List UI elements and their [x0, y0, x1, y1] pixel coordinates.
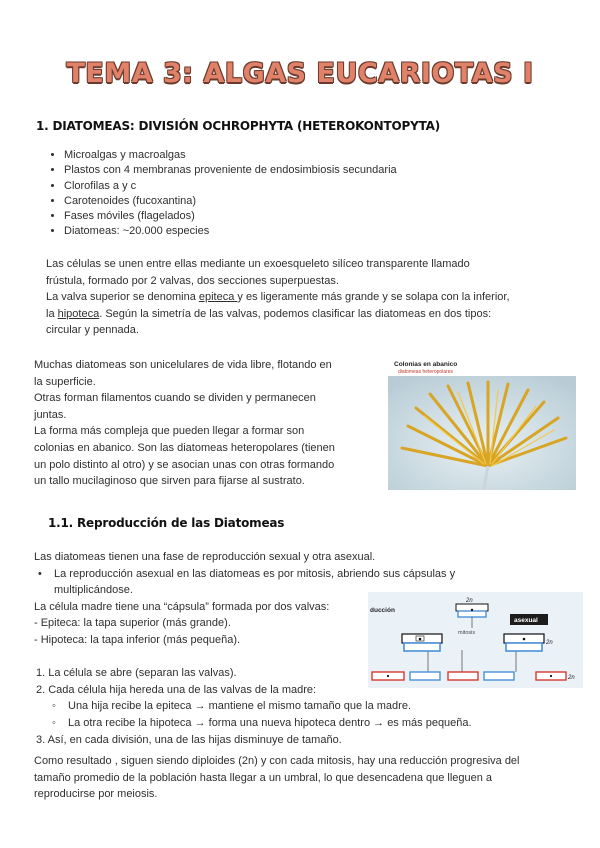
text-line: La célula madre tiene una “cápsula” formada por dos valvas: [34, 600, 330, 613]
list-item: • Carotenoides (fucoxantina) [64, 194, 397, 209]
list-item [34, 566, 594, 583]
features-list [48, 148, 397, 240]
text-span: La valva superior se denomina [46, 291, 199, 304]
text-line: Las células se unen entre ellas mediante un exoesqueleto silíceo transparente llamado [46, 258, 470, 270]
text-span: la [46, 307, 58, 320]
list-item [34, 698, 594, 715]
bullet-dot: • [38, 567, 42, 580]
text-span: Una hija recibe la epiteca → mantiene el mismo tamaño que la madre. [68, 700, 412, 713]
text-line: frústula, formado por 2 valvas, dos secciones superpuestas. [46, 274, 339, 287]
text-line: - Epiteca: la tapa superior (más grande). [34, 617, 231, 630]
text-line: La forma más compleja que pueden llegar a formar son [34, 425, 305, 438]
daughter-cell-right [504, 634, 544, 651]
text-line: Otras forman filamentos cuando se dividen y permanecen [34, 392, 316, 405]
granddaughter-cells [372, 672, 566, 680]
text-line: circular y pennada. [46, 324, 139, 337]
label-2n-top: 2n [466, 598, 473, 604]
conclusion-paragraph [34, 753, 574, 803]
text-line: la superficie. [34, 375, 96, 388]
figure1-title: Colonias en abanico [394, 361, 458, 368]
list-item: • Plastos con 4 membranas proveniente de endosimbiosis secundaria [64, 163, 397, 178]
section-heading-diatomeas [36, 119, 440, 133]
text-line: tamaño promedio de la población hasta llegar a un umbral, lo que desencadena que lleguen a [34, 771, 493, 784]
figure1-subtitle: diatomeas heteropolares [398, 369, 454, 375]
label-reproduccion: ducción [370, 607, 395, 614]
text-line: multiplicándose. [54, 584, 133, 597]
text-span: La otra recibe la hipoteca → forma una nueva hipoteca dentro → es más pequeña. [68, 716, 472, 729]
bullet-circle: ◦ [52, 700, 56, 713]
text-line: colonias en abanico. Son las diatomeas heteropolares (tienen [34, 441, 335, 454]
section-heading-paren: (HETEROKONTOPYTA) [296, 119, 441, 133]
text-line: un polo distinto al otro) y se asocian unas con otras formando [34, 458, 335, 471]
term-hipoteca: hipoteca [57, 307, 100, 320]
figure-colonias-abanico [388, 356, 576, 490]
label-2n-mid: 2n [546, 640, 553, 646]
section-heading-main: 1. DIATOMEAS: DIVISIÓN OCHROPHYTA [36, 119, 297, 133]
label-2n-bottom: 2n [568, 675, 575, 681]
list-item: • Fases móviles (flagelados) [64, 209, 397, 224]
label-asexual: asexual [514, 617, 538, 624]
text-line [46, 289, 546, 306]
text-line: un tallo mucilaginoso que sirven para fijarse al sustrato. [34, 475, 305, 488]
text-span: La reproducción asexual en las diatomeas es por mitosis, abriendo sus cápsulas y [54, 567, 456, 580]
label-mitosis: mitosis [458, 630, 476, 636]
text-line: 3. Así, en cada división, una de las hijas disminuye de tamaño. [36, 733, 342, 746]
term-epiteca: epiteca [198, 291, 238, 304]
paragraph-colonias [34, 357, 374, 490]
text-line: 2. Cada célula hija hereda una de las valvas de la madre: [36, 683, 317, 696]
text-line: Las diatomeas tienen una fase de reproducción sexual y otra asexual. [34, 551, 376, 563]
text-span: y es ligeramente más grande y se solapa con la inferior, [237, 291, 510, 304]
figure-mitosis-diagram [368, 592, 583, 688]
list-item: • Clorofilas a y c [64, 179, 397, 194]
text-span: . Según la simetría de las valvas, podemos clasificar las diatomeas en dos tipos: [99, 307, 492, 320]
list-item [34, 715, 594, 732]
list-item: • Diatomeas: ~20.000 especies [64, 224, 397, 239]
text-line: reproducirse por meiosis. [34, 788, 158, 801]
text-line: - Hipoteca: la tapa inferior (más pequeña). [34, 633, 241, 646]
list-item: • Microalgas y macroalgas [64, 148, 397, 163]
text-line: Muchas diatomeas son unicelulares de vida libre, flotando en [34, 359, 332, 371]
daughter-cell-left [402, 634, 442, 651]
text-line [46, 306, 546, 323]
paragraph-frustula [46, 256, 546, 339]
page-title: TEMA 3: ALGAS EUCARIOTAS I [66, 58, 534, 89]
section-heading-reproduccion: 1.1. Reproducción de las Diatomeas [48, 516, 285, 530]
text-line: Como resultado , siguen siendo diploides (2n) y con cada mitosis, hay una reducción progresiva del [34, 755, 520, 767]
bullet-circle: ◦ [52, 716, 56, 729]
text-line: juntas. [34, 408, 67, 421]
text-line: 1. La célula se abre (separan las valvas). [36, 667, 237, 680]
parent-cell [456, 604, 488, 617]
